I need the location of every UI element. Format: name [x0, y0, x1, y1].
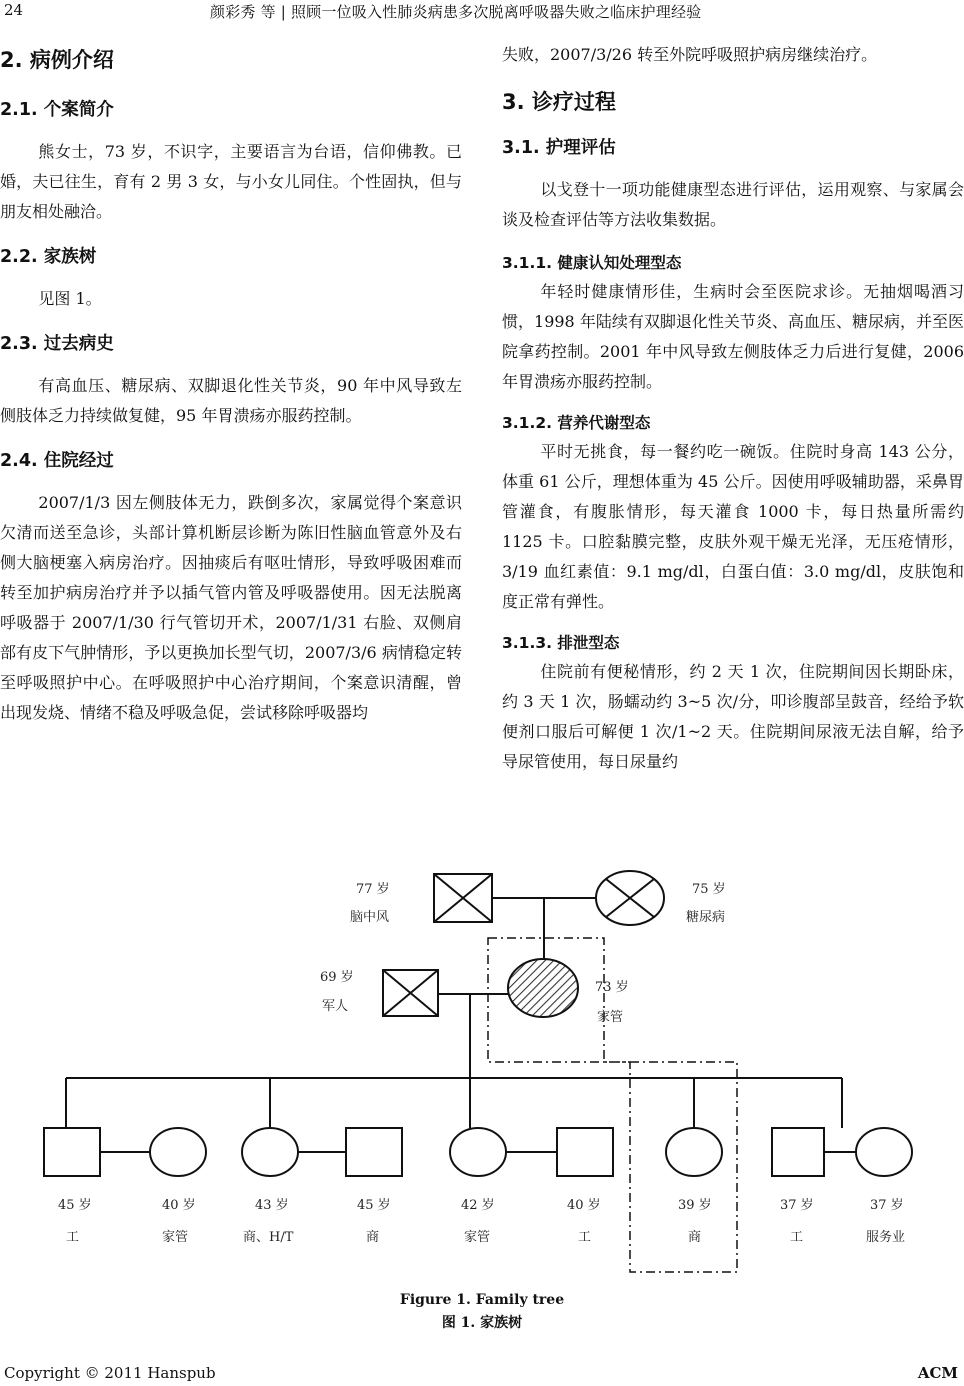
child-2-note: 家管: [162, 1230, 189, 1245]
child-6-square: [557, 1128, 613, 1176]
grandfather-note: 脑中风: [350, 910, 390, 925]
section-3-1-2-heading: 3.1.2. 营养代谢型态: [502, 414, 651, 432]
patient-circle: [508, 959, 578, 1017]
section-3-1-3-heading: 3.1.3. 排泄型态: [502, 634, 620, 652]
figure-caption-zh: 图 1. 家族树: [441, 1315, 523, 1331]
section-3-1-heading: 3.1. 护理评估: [502, 138, 616, 158]
patient-age: 73 岁: [595, 980, 629, 995]
section-2-1-body: 熊女士，73 岁，不识字，主要语言为台语，信仰佛教。已婚，夫已往生，育有 2 男 3 女，与小女儿同住。个性固执，但与朋友相处融洽。: [0, 142, 462, 221]
child-5-note: 家管: [464, 1230, 491, 1245]
child-6-note: 工: [578, 1230, 592, 1245]
section-3-1-body: 以戈登十一项功能健康型态进行评估，运用观察、与家属会谈及检查评估等方法收集数据。: [502, 180, 964, 229]
section-2-3-body: 有高血压、糖尿病、双脚退化性关节炎，90 年中风导致左侧肢体乏力持续做复健，95 年胃溃疡亦服药控制。: [0, 376, 462, 425]
footer-journal: ACM: [917, 1364, 958, 1382]
patient-note: 家管: [597, 1010, 624, 1025]
footer-copyright: Copyright © 2011 Hanspub: [4, 1364, 216, 1382]
running-header: [0, 0, 964, 24]
child-1-age: 45 岁: [58, 1198, 92, 1213]
running-title: 颜彩秀 等 | 照顾一位吸入性肺炎病患多次脱离呼吸器失败之临床护理经验: [210, 3, 702, 21]
child-8-square: [772, 1128, 824, 1176]
child-2-circle: [150, 1128, 206, 1176]
grandfather-age: 77 岁: [356, 882, 390, 897]
child-4-note: 商: [366, 1230, 380, 1245]
child-9-age: 37 岁: [870, 1198, 904, 1213]
child-1-square: [44, 1128, 100, 1176]
child-9-note: 服务业: [866, 1230, 906, 1245]
child-8-note: 工: [790, 1230, 804, 1245]
section-2-4-continued: 失败，2007/3/26 转至外院呼吸照护病房继续治疗。: [502, 45, 878, 64]
section-3-1-1-body: 年轻时健康情形佳，生病时会至医院求诊。无抽烟喝酒习惯，1998 年陆续有双脚退化性关节炎、高血压、糖尿病，并至医院拿药控制。2001 年中风导致左侧肢体乏力后进行复健，2006 年胃溃疡亦服药控制。: [502, 282, 964, 391]
child-7-circle: [666, 1128, 722, 1176]
section-2-4-heading: 2.4. 住院经过: [0, 451, 114, 471]
child-2-age: 40 岁: [162, 1198, 196, 1213]
section-3-1-1-heading: 3.1.1. 健康认知处理型态: [502, 254, 682, 272]
grandmother-age: 75 岁: [692, 882, 726, 897]
child-3-note: 商、H/T: [243, 1230, 294, 1245]
section-2-4-body: 2007/1/3 因左侧肢体无力，跌倒多次，家属觉得个案意识欠清而送至急诊，头部计算机断层诊断为陈旧性脑血管意外及右侧大脑梗塞入病房治疗。因抽痰后有呕吐情形，导致呼吸困难而转至加护病房治疗并予以插气管内管及呼吸器使用。因无法脱离呼吸器于 2007/1/30 行气管切开术，2007/1/31 右脸、双侧肩部有皮下气肿情形，予以更换加长型气切，2007/3/6 病情稳定转至呼吸照护中心。在呼吸照护中心治疗期间，个案意识清醒，曾出现发烧、情绪不稳及呼吸急促，尝试移除呼吸器均: [0, 493, 462, 722]
child-7-age: 39 岁: [678, 1198, 712, 1213]
page-number: 24: [4, 1, 24, 19]
child-5-circle: [450, 1128, 506, 1176]
figure-caption-en: Figure 1. Family tree: [399, 1292, 565, 1308]
section-2-1-heading: 2.1. 个案简介: [0, 100, 114, 120]
child-6-age: 40 岁: [567, 1198, 601, 1213]
section-2-3-heading: 2.3. 过去病史: [0, 334, 114, 354]
child-3-circle: [242, 1128, 298, 1176]
child-7-note: 商: [688, 1230, 702, 1245]
section-2-2-body: 见图 1。: [38, 289, 102, 308]
grandmother-note: 糖尿病: [686, 910, 726, 925]
right-column: [502, 42, 964, 777]
section-3-heading: 3. 诊疗过程: [502, 90, 616, 114]
section-2-heading: 2. 病例介绍: [0, 48, 114, 72]
family-tree-figure: [0, 860, 964, 1280]
child-4-age: 45 岁: [357, 1198, 391, 1213]
husband-age: 69 岁: [320, 970, 354, 985]
left-column: [0, 42, 462, 728]
husband-note: 军人: [322, 999, 349, 1014]
section-3-1-3-body: 住院前有便秘情形，约 2 天 1 次，住院期间因长期卧床，约 3 天 1 次，肠蠕动约 3~5 次/分，叩诊腹部呈鼓音，经给予软便剂口服后可解便 1 次/1~2 天。住院期间尿液无法自解，给予导尿管使用，每日尿量约: [502, 662, 964, 771]
child-5-age: 42 岁: [461, 1198, 495, 1213]
section-3-1-2-body: 平时无挑食，每一餐约吃一碗饭。住院时身高 143 公分，体重 61 公斤，理想体重为 45 公斤。因使用呼吸辅助器，采鼻胃管灌食，有腹胀情形，每天灌食 1000 卡，每日热量所需约 1125 卡。口腔黏膜完整，皮肤外观干燥无光泽，无压疮情形，3/19 血红素值：9.1 mg/dl，白蛋白值：3.0 mg/dl，皮肤饱和度正常有弹性。: [502, 442, 964, 611]
child-8-age: 37 岁: [780, 1198, 814, 1213]
section-2-2-heading: 2.2. 家族树: [0, 247, 97, 267]
child-9-circle: [856, 1128, 912, 1176]
child-3-age: 43 岁: [255, 1198, 289, 1213]
child-1-note: 工: [66, 1230, 80, 1245]
child-4-square: [346, 1128, 402, 1176]
